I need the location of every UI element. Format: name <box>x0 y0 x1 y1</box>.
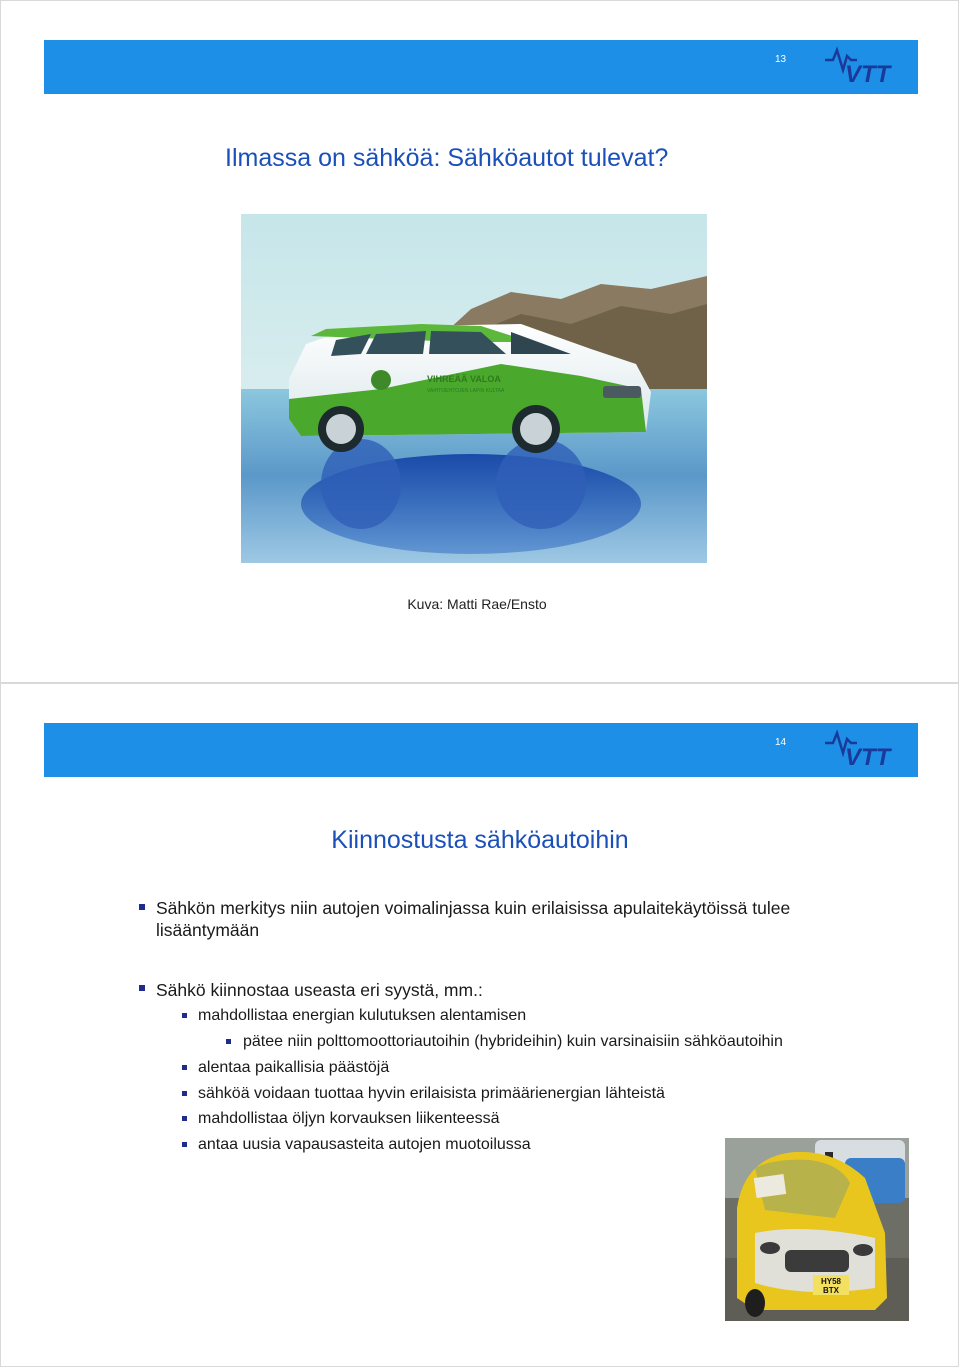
photo-decal-1: VIHREÄÄ VALOA <box>427 374 501 384</box>
bullet-item: Sähkö kiinnostaa useasta eri syystä, mm.: <box>156 980 483 1000</box>
plate-line-2: BTX <box>823 1286 839 1295</box>
sub-sub-bullet-marker <box>226 1039 231 1044</box>
vtt-logo <box>823 46 915 91</box>
sub-sub-bullet-item: pätee niin polttomoottoriautoihin (hybrideihin) kuin varsinaisiin sähköautoihin <box>243 1033 783 1050</box>
photo-decal-2: VAIHTOEHTOJEN LAPIN KULTAA <box>427 388 505 394</box>
vtt-logo <box>823 729 915 774</box>
sub-bullet-item: mahdollistaa energian kulutuksen alentamisen <box>198 1007 527 1024</box>
yellow-car-photo <box>725 1138 909 1321</box>
bullet-marker <box>139 904 145 910</box>
logo-text: VTT <box>845 61 891 86</box>
page-number: 14 <box>775 737 787 748</box>
bullet-marker <box>139 985 145 991</box>
sub-bullet-item: sähköä voidaan tuottaa hyvin erilaisista primäärienergian lähteistä <box>198 1085 665 1102</box>
photo-caption: Kuva: Matti Rae/Ensto <box>407 596 547 612</box>
plate-line-1: HY58 <box>820 1277 842 1286</box>
header-banner <box>44 723 918 777</box>
page-number: 13 <box>775 54 787 65</box>
logo-text: VTT <box>845 744 891 769</box>
sub-bullet-marker <box>182 1013 187 1018</box>
sub-bullet-marker <box>182 1065 187 1070</box>
slide-title: Ilmassa on sähköä: Sähköautot tulevat? <box>225 144 669 172</box>
electric-car-photo <box>241 214 707 563</box>
sub-bullet-marker <box>182 1091 187 1096</box>
header-banner <box>44 40 918 94</box>
slide-title: Kiinnostusta sähköautoihin <box>331 826 629 854</box>
sub-bullet-item: alentaa paikallisia päästöjä <box>198 1059 390 1076</box>
bullet-item: Sähkön merkitys niin autojen voimalinjassa kuin erilaisissa apulaitekäytöissä tulee lisääntymään <box>156 898 791 940</box>
sub-bullet-marker <box>182 1142 187 1147</box>
sub-bullet-marker <box>182 1116 187 1121</box>
slide-13 <box>0 0 959 683</box>
sub-bullet-item: mahdollistaa öljyn korvauksen liikenteessä <box>198 1110 500 1127</box>
sub-bullet-item: antaa uusia vapausasteita autojen muotoilussa <box>198 1136 531 1153</box>
